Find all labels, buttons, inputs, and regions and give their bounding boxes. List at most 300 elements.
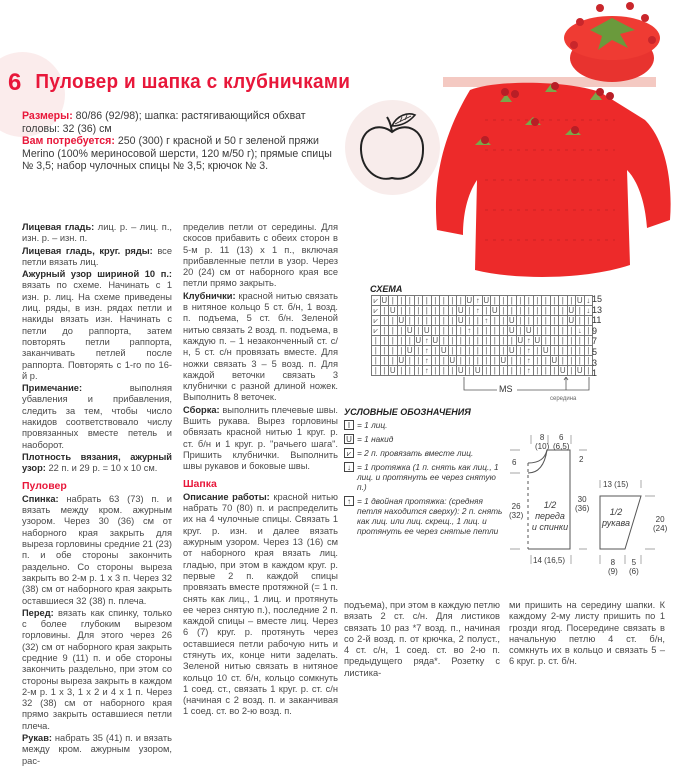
legend-item-double-decrease: [344, 496, 504, 536]
chart-cell: U: [500, 356, 507, 365]
chart-cell: |: [499, 306, 508, 316]
dim-value: (9): [608, 567, 618, 576]
chart-cell: U: [551, 356, 558, 365]
chart-cell: ↓: [584, 296, 593, 306]
dim-value: 8: [539, 433, 545, 442]
para-note: [22, 383, 172, 451]
materials-line: [22, 135, 332, 173]
legend-item-k2tog: [344, 448, 504, 458]
text-gauge: 22 п. и 29 р. = 10 х 10 см.: [45, 463, 158, 474]
dim-value: (24): [653, 524, 668, 533]
chart-cell: |: [448, 366, 457, 376]
chart-row: [372, 316, 593, 326]
chart-cell: |: [431, 366, 440, 376]
chart-cell: |: [397, 346, 406, 356]
chart-cell: |: [491, 366, 500, 376]
para-sleeve-cont: пределив петли от середины. Для скосов прибавить с обеих сторон в 5-м р. 11 (13) х 1 п., включая прибавленные петли в узор. Через 20 (24) см от наборного края все петли прямо закрыть.: [183, 222, 338, 289]
chart-cell: |: [457, 326, 466, 336]
chart-cell: ↓: [576, 326, 585, 336]
label-gauge: Плотность вязания, ажурный узор:: [22, 451, 172, 474]
chart-cell: |: [542, 326, 551, 336]
dim-value: (10): [535, 442, 550, 451]
strawberry-hat-photo: [560, 0, 665, 85]
chart-cell: U: [406, 346, 413, 355]
dim-value: 26: [511, 502, 521, 511]
chart-cell: ⩗: [373, 316, 378, 325]
chart-cell: |: [431, 356, 440, 366]
text-note: выполняя убавления и прибавления, следить за тем, чтобы число накидов соответствовало числу провязанных вместе петель и наоборот.: [22, 383, 172, 450]
chart-cell: U: [398, 356, 405, 365]
chart-cell: |: [406, 296, 415, 306]
chart-cell: |: [380, 306, 389, 316]
chart-cell: |: [491, 356, 500, 366]
chart-cell: U: [474, 366, 481, 375]
chart-cell: |: [448, 296, 457, 306]
piece-label: 1/2: [543, 500, 557, 510]
chart-cell: |: [397, 326, 406, 336]
chart-row: [372, 346, 593, 356]
dim-value: (36): [575, 504, 590, 513]
chart-cell: |: [423, 316, 432, 326]
chart-row: [372, 326, 593, 336]
chart-cell: |: [448, 316, 457, 326]
chart-cell: |: [499, 346, 508, 356]
repeat-marker: [455, 377, 595, 407]
chart-cell: ↑: [525, 356, 534, 366]
chart-cell: |: [406, 316, 415, 326]
chart-cell: |: [550, 326, 559, 336]
front-back-label: [531, 500, 569, 533]
chart-cell: |: [389, 336, 398, 346]
text-hat-description: красной нитью набрать 70 (80) п. и распределить их на 4 чулочные спицы. Связать 1 круг. р. изн. и далее вязать ажурным узором. Через 13 (16) см от наборного края вязать лиц. гладью, при этом в каждом круг. р. первые 2 п. каждой спицы провязать вместе протяжной (= 1 п. снять как лиц., 1 лиц. и протянуть ее через снятую п.), последние 2 п. каждой спицы – вместе лиц. Через 6 (7) круг. р. протянуть через оставшиеся петли рабочую нить и стянуть их, конце нити заделать. Зеленой нитью связать в нитяное кольцо 10 ст. б/н, кольцо сомкнуть 1 соед. ст., связать 1 круг. р. ст. с/н (начиная с 2 возд. п. и заканчивая 1 соед. ст. во 2-ю возд. п.: [183, 491, 338, 717]
chart-cell: |: [508, 366, 517, 376]
chart-cell: |: [474, 346, 483, 356]
para-strawberries: [183, 291, 338, 404]
chart-cell: |: [389, 356, 398, 366]
chart-cell: |: [491, 326, 500, 336]
chart-cell: |: [516, 326, 525, 336]
dim-sleeve-top: 13 (15): [603, 480, 629, 489]
legend: [344, 420, 504, 540]
chart-cell: |: [567, 336, 576, 346]
piece-label: и спинки: [531, 522, 569, 532]
legend-item-knit: [344, 420, 504, 430]
chart-cell: |: [440, 306, 449, 316]
chart-row-numbers: [592, 294, 602, 379]
chart-cell: |: [482, 326, 491, 336]
chart-cell: |: [559, 296, 568, 306]
dim-sleeve-bottom-1: [608, 558, 618, 576]
row-number: 3: [592, 357, 598, 368]
dim-side-height: [509, 502, 523, 520]
chart-cell: |: [474, 326, 483, 336]
chart-cell: |: [431, 326, 440, 336]
chart-cell: |: [465, 346, 474, 356]
text-front: вязать как спинку, только с более глубоким вырезом горловины. Для этого через 26 (32) см от наборного края закрыть средние 9 (11) п. и обе стороны закончить раздельно, при этом со стороны выреза закрыть в каждом 2-м р. 1 х 3, 1 х 2 и 4 х 1 п. Через 32 (38) см от наборного края прямо закрыть оставшиеся петли плеча.: [22, 607, 172, 731]
chart-cell: |: [414, 316, 423, 326]
chart-cell: |: [457, 336, 466, 346]
dim-shoulder-drop: 2: [579, 455, 584, 464]
text-sleeve: набрать 35 (41) п. и вязать между кром. ажурным узором, рас-: [22, 733, 172, 766]
ms-label: MS: [499, 384, 513, 394]
chart-cell: U: [398, 316, 405, 325]
chart-cell: |: [516, 296, 525, 306]
chart-cell: U: [415, 336, 422, 345]
chart-cell: |: [525, 296, 534, 306]
chart-cell: |: [482, 366, 491, 376]
chart-cell: U: [576, 296, 583, 305]
legend-text: = 1 двойная протяжка: (средняя петля находится сверху): 2 п. снять как лиц. или лиц. скрещ., 1 лиц. и протянуть ее через снятые петли: [357, 496, 503, 536]
chart-cell: |: [550, 296, 559, 306]
legend-text: = 1 накид: [357, 434, 394, 444]
chart-cell: |: [482, 346, 491, 356]
chart-cell: |: [457, 296, 466, 306]
chart-cell: |: [389, 316, 398, 326]
chart-cell: |: [567, 346, 576, 356]
dim-neck-width: [535, 433, 549, 451]
chart-cell: |: [516, 356, 525, 366]
chart-cell: ↑: [525, 366, 534, 376]
chart-cell: |: [380, 336, 389, 346]
chart-cell: |: [448, 336, 457, 346]
chart-cell: |: [380, 316, 389, 326]
para-hat-description: [183, 492, 338, 718]
chart-title: СХЕМА: [370, 284, 403, 294]
chart-cell: |: [465, 366, 474, 376]
chart-cell: |: [474, 356, 483, 366]
chart-cell: |: [465, 316, 474, 326]
chart-cell: |: [482, 356, 491, 366]
chart-cell: U: [568, 306, 575, 315]
chart-cell: U: [576, 366, 583, 375]
dim-value: (6,5): [553, 442, 570, 451]
chart-cell: |: [584, 366, 593, 376]
chart-cell: |: [389, 296, 398, 306]
label-hat-description: Описание работы:: [183, 491, 270, 502]
chart-cell: |: [414, 366, 423, 376]
ssk-symbol-icon: ↓: [344, 462, 354, 472]
chart-cell: |: [397, 306, 406, 316]
knit-symbol-icon: I: [344, 420, 354, 430]
chart-cell: |: [533, 296, 542, 306]
chart-cell: U: [542, 346, 549, 355]
sizes-label: Размеры:: [22, 110, 73, 122]
label-stockinette-round: Лицевая гладь, круг. ряды:: [22, 245, 153, 256]
chart-cell: U: [534, 336, 541, 345]
chart-cell: |: [584, 346, 593, 356]
chart-cell: U: [406, 326, 413, 335]
chart-cell: |: [576, 336, 585, 346]
chart-cell: |: [559, 316, 568, 326]
chart-cell: |: [414, 306, 423, 316]
para-gauge: [22, 452, 172, 475]
chart-cell: |: [482, 306, 491, 316]
chart-cell: |: [397, 336, 406, 346]
chart-cell: |: [533, 356, 542, 366]
legend-text: = 1 лиц.: [357, 420, 388, 430]
chart-cell: |: [550, 306, 559, 316]
chart-cell: |: [414, 356, 423, 366]
piece-label: переда: [535, 511, 565, 521]
chart-cell: |: [516, 316, 525, 326]
chart-cell: U: [449, 356, 456, 365]
chart-cell: |: [440, 326, 449, 336]
chart-cell: |: [380, 356, 389, 366]
legend-text: = 1 протяжка (1 п. снять как лиц., 1 лиц. и протянуть ее через снятую п.): [357, 462, 499, 492]
section-heading-pullover: Пуловер: [22, 479, 67, 492]
chart-cell: |: [474, 336, 483, 346]
chart-cell: |: [491, 316, 500, 326]
chart-cell: |: [457, 356, 466, 366]
legend-item-ssk: [344, 462, 504, 492]
label-lace-pattern: Ажурный узор шириной 10 п.:: [22, 269, 172, 280]
chart-cell: |: [499, 316, 508, 326]
chart-row: [372, 306, 593, 316]
para-lace-pattern: [22, 269, 172, 382]
dim-value: 8: [610, 558, 616, 567]
dim-value: 30: [577, 495, 587, 504]
chart-cell: |: [440, 296, 449, 306]
dim-neck-depth: 6: [512, 458, 517, 467]
chart-cell: |: [431, 306, 440, 316]
chart-cell: |: [431, 316, 440, 326]
middle-label: середина: [550, 396, 577, 402]
row-number: 1: [592, 368, 598, 379]
chart-cell: ↑: [474, 296, 483, 306]
chart-cell: |: [389, 346, 398, 356]
chart-cell: |: [423, 296, 432, 306]
para-front: [22, 608, 172, 732]
strawberry-sweater-photo: [415, 80, 685, 280]
chart-cell: U: [457, 306, 464, 315]
chart-cell: |: [550, 336, 559, 346]
text-stockinette: лиц. р. – лиц. п., изн. р. – изн. п.: [22, 222, 173, 244]
chart-cell: |: [567, 326, 576, 336]
dim-total-height: [575, 495, 589, 513]
chart-cell: |: [372, 356, 381, 366]
chart-cell: |: [559, 326, 568, 336]
chart-cell: |: [397, 366, 406, 376]
chart-cell: |: [414, 326, 423, 336]
chart-cell: ⩗: [373, 296, 378, 305]
text-stockinette-round: все петли вязать лиц.: [22, 245, 172, 267]
text-lace-pattern: вязать по схеме. Начинать с 1 изн. р. лиц. На схеме приведены лиц. ряды, в изн. рядах петли и накиды вязать изн. Начинать с петли до раппорта, затем повторять петли раппорта, заканчивать петлей после раппорта. Повторять с 1-го по 16-й р.: [22, 280, 172, 381]
chart-cell: ⩗: [373, 326, 378, 335]
para-stockinette-round: [22, 246, 172, 269]
chart-cell: |: [525, 316, 534, 326]
para-stockinette: [22, 222, 172, 245]
chart-cell: U: [525, 326, 532, 335]
label-back: Спинка:: [22, 493, 59, 504]
dim-value: (32): [509, 511, 524, 520]
chart-cell: |: [431, 296, 440, 306]
chart-cell: |: [448, 326, 457, 336]
chart-row: [372, 356, 593, 366]
instructions-column-2: [183, 222, 338, 719]
chart-cell: |: [508, 296, 517, 306]
chart-cell: |: [516, 346, 525, 356]
row-number: 5: [592, 346, 598, 357]
chart-cell: U: [491, 306, 498, 315]
chart-cell: |: [491, 336, 500, 346]
materials-text: 250 (300) г красной и 50 г зеленой пряжи Merino (100% мериносовой шерсти, 120 м/50 г); прямые спицы № 3,5; набор чулочных спицы № 3,5; крючок № 3.: [22, 135, 332, 173]
label-front: Перед:: [22, 607, 54, 618]
para-assembly: [183, 405, 338, 473]
chart-cell: |: [542, 366, 551, 376]
chart-cell: U: [457, 366, 464, 375]
dim-value: 5: [631, 558, 637, 567]
chart-cell: ↑: [482, 316, 491, 326]
chart-cell: |: [499, 326, 508, 336]
chart-cell: U: [432, 336, 439, 345]
chart-cell: |: [397, 296, 406, 306]
chart-cell: |: [499, 366, 508, 376]
yarn-over-symbol-icon: U: [344, 434, 354, 444]
page-title: Пуловер и шапка с клубничками: [35, 71, 351, 94]
chart-cell: |: [508, 336, 517, 346]
dim-value: 20: [655, 515, 665, 524]
legend-text: = 2 п. провязать вместе лиц.: [357, 448, 474, 458]
chart-cell: |: [516, 366, 525, 376]
instructions-column-4: ми пришить на середину шапки. К каждому 2-му листу пришить по 1 грозди ягод. Посередине связать в начальную петлю 4 ст. б/н, сомкнуть их в кольцо и связать 5 – 6 круг. р. ст. б/н.: [509, 600, 665, 667]
chart-cell: |: [380, 326, 389, 336]
chart-cell: |: [584, 326, 593, 336]
legend-item-yarn-over: [344, 434, 504, 444]
chart-cell: |: [559, 336, 568, 346]
chart-cell: |: [414, 346, 423, 356]
dim-value: 6: [559, 433, 564, 442]
chart-cell: |: [508, 356, 517, 366]
garment-schematic: [495, 430, 695, 580]
row-number: 15: [592, 294, 603, 304]
chart-cell: |: [380, 346, 389, 356]
dim-width: 14 (16,5): [533, 556, 566, 565]
chart-cell: |: [423, 306, 432, 316]
chart-cell: |: [380, 366, 389, 376]
chart-cell: |: [491, 296, 500, 306]
para-back: [22, 494, 172, 607]
chart-cell: U: [517, 336, 524, 345]
chart-cell: |: [584, 356, 593, 366]
chart-cell: |: [559, 346, 568, 356]
chart-cell: |: [542, 336, 551, 346]
label-sleeve: Рукав:: [22, 733, 53, 744]
chart-cell: |: [440, 366, 449, 376]
label-note: Примечание:: [22, 383, 83, 394]
chart-cell: ↑: [423, 366, 432, 376]
chart-cell: |: [406, 366, 415, 376]
chart-row: [372, 366, 593, 376]
chart-cell: |: [482, 336, 491, 346]
chart-cell: |: [559, 306, 568, 316]
dim-value: (6): [629, 567, 639, 576]
page-number: 6: [8, 69, 22, 96]
text-assembly: выполнить плечевые швы. Вшить рукава. Вырез горловины обвязать красной нитью 1 круг. р. ст. б/н и 1 круг. р. "рачьего шага". Пришить клубнички. Выполнить швы рукавов и боковые швы.: [183, 404, 338, 472]
chart-row: [372, 336, 593, 346]
dim-sleeve-height: [653, 515, 667, 533]
chart-cell: |: [491, 346, 500, 356]
chart-cell: U: [440, 346, 447, 355]
chart-cell: |: [533, 366, 542, 376]
chart-cell: U: [389, 306, 396, 315]
chart-cell: |: [584, 336, 593, 346]
sleeve-label: [602, 507, 630, 529]
label-stockinette: Лицевая гладь:: [22, 222, 95, 232]
chart-cell: U: [483, 296, 490, 305]
para-sleeve: [22, 733, 172, 767]
label-assembly: Сборка:: [183, 404, 220, 415]
chart-cell: |: [499, 296, 508, 306]
instructions-column-1: [22, 222, 172, 768]
chart-cell: |: [372, 336, 381, 346]
text-back: набрать 63 (73) п. и вязать между кром. ажурным узором. Через 30 (36) см от наборного края закрыть для выреза горловины средние 21 (23) п. и обе стороны закончить раздельно. Со стороны выреза закрыть во 2-м р. 1 х 3 п. Через 32 (38) см от наборного края закрыть оставшиеся 32 (38) п. плеча.: [22, 493, 172, 606]
chart-cell: |: [542, 306, 551, 316]
chart-cell: ⩗: [373, 306, 378, 315]
chart-cell: |: [440, 316, 449, 326]
intro-block: [22, 110, 332, 173]
sizes-text: 80/86 (92/98); шапка: растягивающийся обхват головы: 32 (36) см: [22, 110, 306, 135]
section-heading-hat: Шапка: [183, 477, 217, 490]
chart-cell: |: [533, 346, 542, 356]
chart-cell: U: [508, 346, 515, 355]
chart-cell: U: [559, 366, 566, 375]
chart-cell: |: [406, 306, 415, 316]
chart-cell: |: [372, 346, 381, 356]
row-number: 11: [592, 315, 602, 326]
row-number: 9: [592, 325, 598, 336]
chart-cell: |: [542, 296, 551, 306]
chart-cell: ↑: [423, 346, 432, 356]
chart-cell: ↑: [474, 306, 483, 316]
chart-cell: |: [465, 306, 474, 316]
knitting-chart: [371, 295, 593, 376]
piece-label: рукава: [602, 518, 630, 528]
chart-cell: |: [533, 326, 542, 336]
instructions-column-3: подъема), при этом в каждую петлю вязать 2 ст. с/н. Для листиков связать 10 раз *7 возд. п., начиная со 2-й возд. п. от крючка, 2 полуст., 4 ст. с/н, 1 соед. ст. во 2-ю п. предыдущего ряда*. Розетку с листика-: [344, 600, 501, 678]
chart-cell: |: [431, 346, 440, 356]
dim-sleeve-bottom-2: [629, 558, 639, 576]
chart-cell: |: [567, 366, 576, 376]
chart-cell: |: [516, 306, 525, 316]
label-strawberries: Клубнички:: [183, 290, 236, 301]
chart-cell: U: [389, 366, 396, 375]
chart-cell: |: [576, 316, 585, 326]
chart-cell: ↑: [525, 336, 534, 346]
chart-cell: |: [440, 356, 449, 366]
chart-cell: |: [457, 346, 466, 356]
chart-cell: U: [457, 316, 464, 325]
chart-cell: ↑: [525, 346, 534, 356]
chart-cell: |: [525, 306, 534, 316]
row-number: 13: [592, 304, 603, 315]
chart-cell: |: [448, 346, 457, 356]
chart-cell: ↑: [423, 336, 432, 346]
chart-cell: |: [576, 356, 585, 366]
chart-cell: |: [406, 356, 415, 366]
chart-cell: |: [414, 296, 423, 306]
chart-cell: |: [465, 336, 474, 346]
legend-title: УСЛОВНЫЕ ОБОЗНАЧЕНИЯ: [344, 407, 471, 417]
chart-cell: |: [542, 316, 551, 326]
chart-cell: |: [576, 306, 585, 316]
chart-cell: |: [474, 316, 483, 326]
chart-cell: |: [550, 316, 559, 326]
chart-cell: |: [533, 316, 542, 326]
chart-cell: |: [576, 346, 585, 356]
chart-cell: |: [508, 306, 517, 316]
chart-cell: |: [584, 316, 593, 326]
chart-cell: |: [389, 326, 398, 336]
